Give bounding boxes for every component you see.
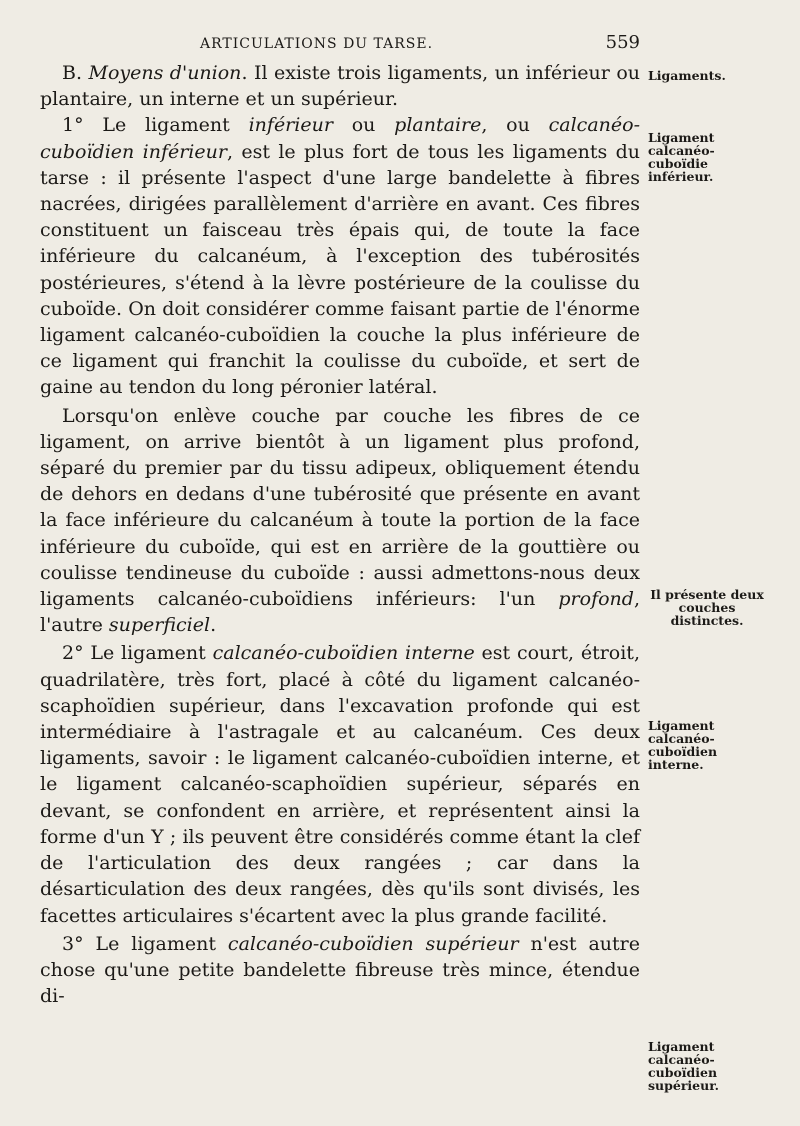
italic-term: plantaire bbox=[394, 114, 482, 137]
text-run: 1° Le ligament bbox=[62, 114, 249, 137]
running-header bbox=[200, 32, 640, 53]
text-run: Lorsqu'on enlève couche par couche les fibres de ce ligament, on arrive bientôt à un ligament plus profond, séparé du premier par du tissu adipeux, obliquement étendu de dehors en dedans d'une tubérosité que présente en avant la face inférieure du calcanéum à toute la portion de la face inférieure du cuboïde, qui est en arrière de la gouttière ou coulisse tendineuse du cuboïde : aussi admettons-nous deux ligaments calcanéo-cuboïdiens inférieurs: l'un bbox=[40, 404, 640, 611]
text-run: B. bbox=[62, 62, 89, 84]
paragraph-ligament-inferieur bbox=[40, 112, 640, 400]
margin-note-ligament-superieur: Ligament calcanéo-cuboïdien supérieur. bbox=[648, 1039, 719, 1093]
paragraph-ligament-interne bbox=[40, 640, 640, 928]
running-title: ARTICULATIONS DU TARSE. bbox=[200, 36, 434, 52]
italic-term: superficiel bbox=[108, 614, 211, 637]
paragraph-ligament-profond bbox=[40, 403, 640, 639]
italic-term: calcanéo-cuboïdien inférieur bbox=[40, 114, 640, 163]
italic-term: profond bbox=[558, 588, 634, 611]
paragraph-ligament-superieur bbox=[40, 931, 640, 1010]
text-run: ou bbox=[332, 114, 395, 137]
paragraph-moyens-union bbox=[40, 60, 640, 112]
margin-note-ligament-interne: Ligament calcanéo-cuboïdien interne. bbox=[648, 718, 718, 772]
text-run: est court, étroit, quadrilatère, très fort, placé à côté du ligament calcanéo-scaphoïdien supérieur, dans l'excavation profonde qui est intermédiaire à l'astragale et au calcanéum. Ces deux ligaments, savoir : le ligament calcanéo-cuboïdien interne, et le ligament calcanéo-scaphoïdien supérieur, séparés en devant, se confondent en arrière, et représentent ainsi la forme d'un Y ; ils peuvent être considérés comme étant la clef de l'articulation des deux rangées ; car dans la désarticulation des deux rangées, dès qu'ils sont divisés, les facettes articulaires s'écartent avec la plus grande facilité. bbox=[40, 642, 640, 927]
italic-term: calcanéo-cuboïdien supérieur bbox=[227, 932, 519, 955]
italic-term: inférieur bbox=[248, 114, 333, 137]
italic-term: Moyens d'union bbox=[88, 62, 242, 84]
text-run: 2° Le ligament bbox=[62, 642, 213, 665]
text-run: , l'autre bbox=[40, 588, 640, 637]
margin-note-ligaments: Ligaments. bbox=[648, 68, 726, 83]
text-run: , est le plus fort de tous les ligaments du tarse : il présente l'aspect d'une large bandelette à fibres nacrées, dirigées parallèlement d'arrière en avant. Ces fibres constituent un faisceau très épais qui, de toute la face inférieure du calcanéum, à l'exception des tubérosités postérieures, s'étend à la lèvre postérieure de la coulisse du cuboïde. On doit considérer comme faisant partie de l'énorme ligament calcanéo-cuboïdien la couche la plus inférieure de ce ligament qui franchit la coulisse du cuboïde, et sert de gaine au tendon du long péronier latéral. bbox=[40, 140, 640, 399]
text-run: . Il existe trois ligaments, un inférieur ou plantaire, un interne et un supérieur. bbox=[40, 62, 641, 111]
text-run: , ou bbox=[481, 114, 549, 137]
text-run: 3° Le ligament bbox=[62, 932, 228, 955]
page-number: 559 bbox=[605, 32, 640, 53]
italic-term: calcanéo-cuboïdien interne bbox=[212, 642, 475, 665]
margin-note-ligament-inferieur: Ligament calcanéo-cuboïdie inférieur. bbox=[648, 130, 715, 184]
text-run: n'est autre chose qu'une petite bandelette fibreuse très mince, étendue di- bbox=[40, 932, 640, 1008]
margin-note-deux-couches: Il présente deux couches distinctes. bbox=[650, 587, 764, 628]
text-run: . bbox=[210, 614, 217, 637]
main-text-column bbox=[40, 60, 640, 1009]
